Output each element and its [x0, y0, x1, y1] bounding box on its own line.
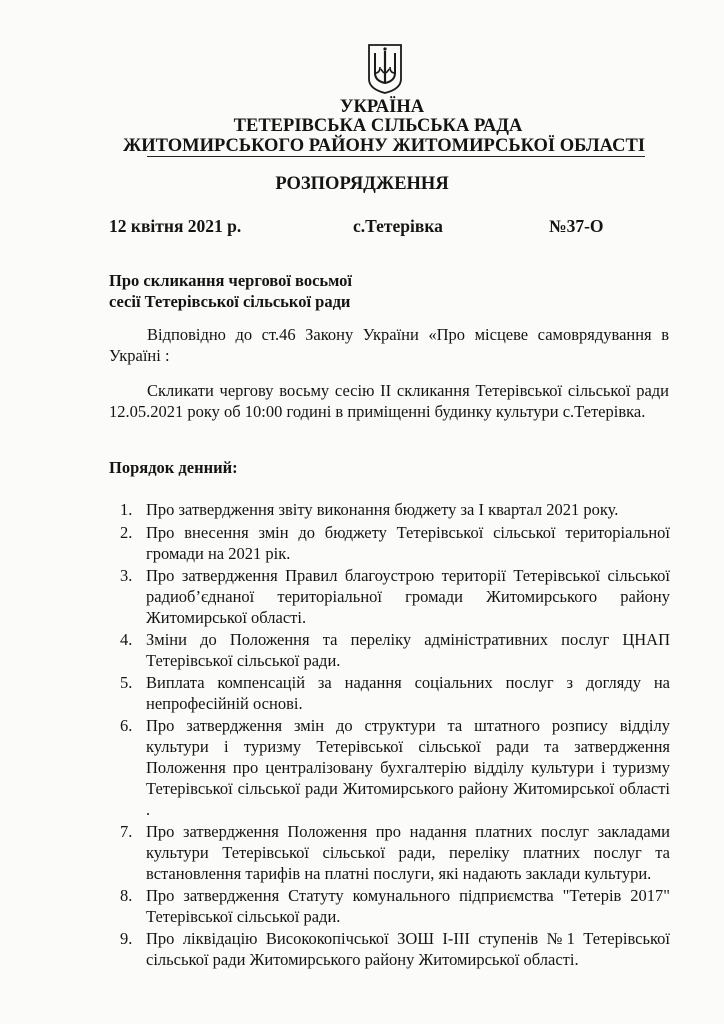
- agenda-title: Порядок денний:: [109, 458, 238, 477]
- agenda-item-text: Про затвердження змін до структури та штатного розпису відділу культури і туризму Тетерівської сільської ради та затвердження Положення про централізовану бухгалтерію відділу культури і туризму Тетерівської сільської ради Житомирського району Житомирської області .: [146, 716, 670, 819]
- agenda-item: [120, 715, 670, 820]
- trident-coat-of-arms-icon: [367, 43, 403, 95]
- legal-basis-paragraph: Відповідно до ст.46 Закону України «Про місцеве самоврядування в Україні :: [109, 325, 669, 365]
- agenda-item: [120, 885, 670, 927]
- agenda-item: [120, 928, 670, 970]
- header-divider: [147, 156, 645, 157]
- agenda-list: [120, 499, 670, 971]
- agenda-item-number: 1.: [120, 500, 133, 519]
- agenda-item: [120, 629, 670, 671]
- agenda-item: [120, 821, 670, 884]
- agenda-item: [120, 672, 670, 714]
- agenda-item-number: 5.: [120, 673, 133, 692]
- agenda-item-number: 2.: [120, 523, 133, 542]
- convocation-paragraph: Скликати чергову восьму сесію ІІ скликання Тетерівської сільської ради 12.05.2021 року об 10:00 годині в приміщенні будинку культури с.Тетерівка.: [109, 381, 669, 421]
- agenda-item-text: Про затвердження Правил благоустрою території Тетерівської сільської радиоб’єднаної територіальної громади Житомирського району Житомирської області.: [146, 566, 670, 627]
- council-heading: ТЕТЕРІВСЬКА СІЛЬСЬКА РАДА: [233, 116, 523, 136]
- document-number: №37-О: [549, 216, 604, 236]
- agenda-item: [120, 522, 670, 564]
- agenda-item: [120, 499, 670, 520]
- agenda-item-number: 8.: [120, 886, 133, 905]
- document-title: РОЗПОРЯДЖЕННЯ: [275, 174, 449, 194]
- agenda-item-number: 3.: [120, 566, 133, 585]
- agenda-item-text: Про ліквідацію Висококопічської ЗОШ І-ІІІ ступенів №1 Тетерівської сільської ради Житомирського району Житомирської області.: [146, 929, 670, 969]
- document-place: с.Тетерівка: [353, 216, 443, 236]
- agenda-item-number: 7.: [120, 822, 133, 841]
- document-subject: [109, 270, 352, 312]
- agenda-item-number: 9.: [120, 929, 133, 948]
- document-date: 12 квітня 2021 р.: [109, 216, 242, 236]
- region-heading: ЖИТОМИРСЬКОГО РАЙОНУ ЖИТОМИРСЬКОЇ ОБЛАСТІ: [122, 136, 646, 156]
- agenda-item-text: Про затвердження Статуту комунального підприємства "Тетерів 2017" Тетерівської сільської ради.: [146, 886, 670, 926]
- agenda-item-text: Про внесення змін до бюджету Тетерівської сільської територіальної громади на 2021 рік.: [146, 523, 670, 563]
- agenda-item-text: Про затвердження звіту виконання бюджету за І квартал 2021 року.: [146, 500, 619, 519]
- agenda-item-text: Зміни до Положення та переліку адміністративних послуг ЦНАП Тетерівської сільської ради.: [146, 630, 670, 670]
- agenda-item-number: 4.: [120, 630, 133, 649]
- subject-line: сесії Тетерівської сільської ради: [109, 292, 351, 311]
- agenda-item: [120, 565, 670, 628]
- country-heading: УКРАЇНА: [339, 97, 425, 117]
- agenda-item-text: Виплата компенсацій за надання соціальних послуг з догляду на непрофесійній основі.: [146, 673, 670, 713]
- agenda-item-text: Про затвердження Положення про надання платних послуг закладами культури Тетерівської сільської ради, переліку платних послуг та встановлення тарифів на платні послуги, які надають заклади культури.: [146, 822, 670, 883]
- agenda-item-number: 6.: [120, 716, 133, 735]
- subject-line: Про скликання чергової восьмої: [109, 271, 352, 290]
